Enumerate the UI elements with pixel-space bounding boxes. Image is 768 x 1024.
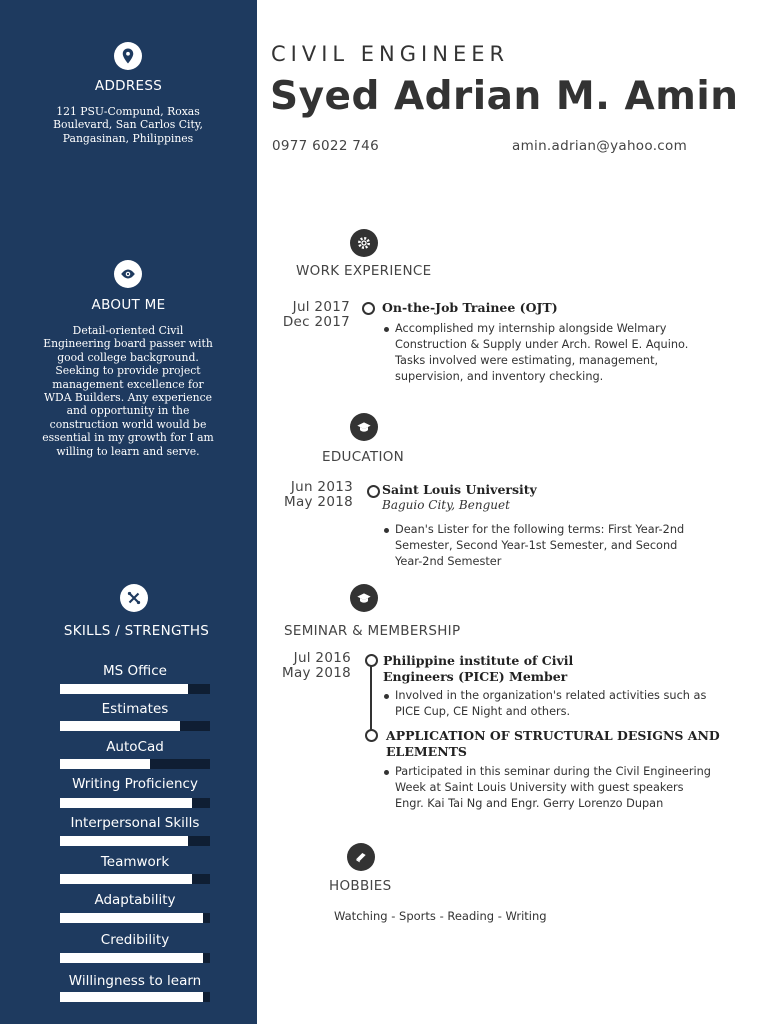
skill-label: Estimates: [101, 701, 169, 717]
skill-label: Teamwork: [100, 854, 170, 870]
skill-label: Adaptability: [94, 892, 176, 908]
skill-bar-fill: [60, 684, 188, 694]
work-title: On-the-Job Trainee (OJT): [382, 300, 558, 315]
skill-bar: [60, 953, 210, 963]
seminar-dates: Jul 2016 May 2018: [282, 650, 351, 681]
skill-bar-fill: [60, 874, 192, 884]
skill-bar: [60, 684, 210, 694]
seminar-heading: SEMINAR & MEMBERSHIP: [284, 623, 461, 639]
email-address: amin.adrian@yahoo.com: [512, 138, 688, 154]
tools-icon: [120, 584, 148, 612]
hobbies-heading: HOBBIES: [329, 878, 392, 894]
timeline-marker: [365, 729, 378, 742]
graduation-cap-icon: [350, 584, 378, 612]
skill-label: Credibility: [100, 932, 170, 948]
timeline-marker: [367, 485, 380, 498]
phone-number: 0977 6022 746: [272, 138, 379, 154]
work-dates: Jul 2017 Dec 2017: [282, 299, 350, 330]
education-location: Baguio City, Benguet: [382, 498, 510, 512]
skill-bar: [60, 913, 210, 923]
about-heading: ABOUT ME: [91, 297, 166, 313]
book-icon: [347, 843, 375, 871]
seminar-item1-bullet: Involved in the organization's related activities such as PICE Cup, CE Night and others.: [395, 688, 706, 720]
skill-label: Writing Proficiency: [72, 776, 198, 792]
seminar-item2-bullet: Participated in this seminar during the Civil Engineering Week at Saint Louis University with guest speakers Engr. Kai Tai Ng and Engr. Gerry Lorenzo Dupan: [395, 764, 711, 812]
hobbies-list: Watching - Sports - Reading - Writing: [334, 909, 547, 923]
job-title: CIVIL ENGINEER: [271, 42, 510, 66]
address-heading: ADDRESS: [94, 78, 163, 94]
timeline-line: [370, 662, 372, 732]
skill-bar: [60, 836, 210, 846]
seminar-item2-title: APPLICATION OF STRUCTURAL DESIGNS AND ELEMENTS: [386, 728, 720, 759]
skills-heading: SKILLS / STRENGTHS: [63, 623, 210, 639]
seminar-item1-title: Philippine institute of Civil Engineers (PICE) Member: [383, 653, 574, 684]
education-dates: Jun 2013 May 2018: [284, 479, 353, 510]
skill-bar: [60, 874, 210, 884]
skill-bar: [60, 992, 210, 1002]
about-text: Detail-oriented Civil Engineering board passer with good college background. Seeking to provide project management excellence for WDA Builders. Any experience and opportunity in the construction world would be essential in my growth for I am willing to learn and serve.: [42, 324, 214, 458]
address-text: 121 PSU-Compund, Roxas Boulevard, San Carlos City, Pangasinan, Philippines: [53, 105, 203, 145]
skill-bar-fill: [60, 913, 203, 923]
skill-label: AutoCad: [106, 739, 164, 755]
skill-label: MS Office: [103, 663, 167, 679]
skill-bar-fill: [60, 992, 203, 1002]
timeline-marker: [362, 302, 375, 315]
education-bullet: Dean's Lister for the following terms: First Year-2nd Semester, Second Year-1st Semester, and Second Year-2nd Semester: [395, 522, 684, 570]
education-heading: EDUCATION: [322, 449, 405, 465]
timeline-marker: [365, 654, 378, 667]
graduation-cap-icon: [350, 413, 378, 441]
skill-bar: [60, 759, 210, 769]
education-school: Saint Louis University: [382, 482, 537, 497]
skill-bar-fill: [60, 759, 150, 769]
map-pin-icon: [114, 42, 142, 70]
skill-bar: [60, 798, 210, 808]
skill-label: Willingness to learn: [68, 973, 202, 989]
skill-label: Interpersonal Skills: [70, 815, 200, 831]
gear-icon: [350, 229, 378, 257]
sidebar: [0, 0, 257, 1024]
work-heading: WORK EXPERIENCE: [296, 263, 432, 279]
skill-bar-fill: [60, 721, 180, 731]
eye-icon: [114, 260, 142, 288]
skill-bar-fill: [60, 953, 203, 963]
candidate-name: Syed Adrian M. Amin: [270, 74, 739, 119]
work-bullet: Accomplished my internship alongside Welmary Construction & Supply under Arch. Rowel E. Aquino. Tasks involved were estimating, management, supervision, and inventory checking.: [395, 321, 688, 385]
skill-bar: [60, 721, 210, 731]
skill-bar-fill: [60, 798, 192, 808]
skill-bar-fill: [60, 836, 188, 846]
